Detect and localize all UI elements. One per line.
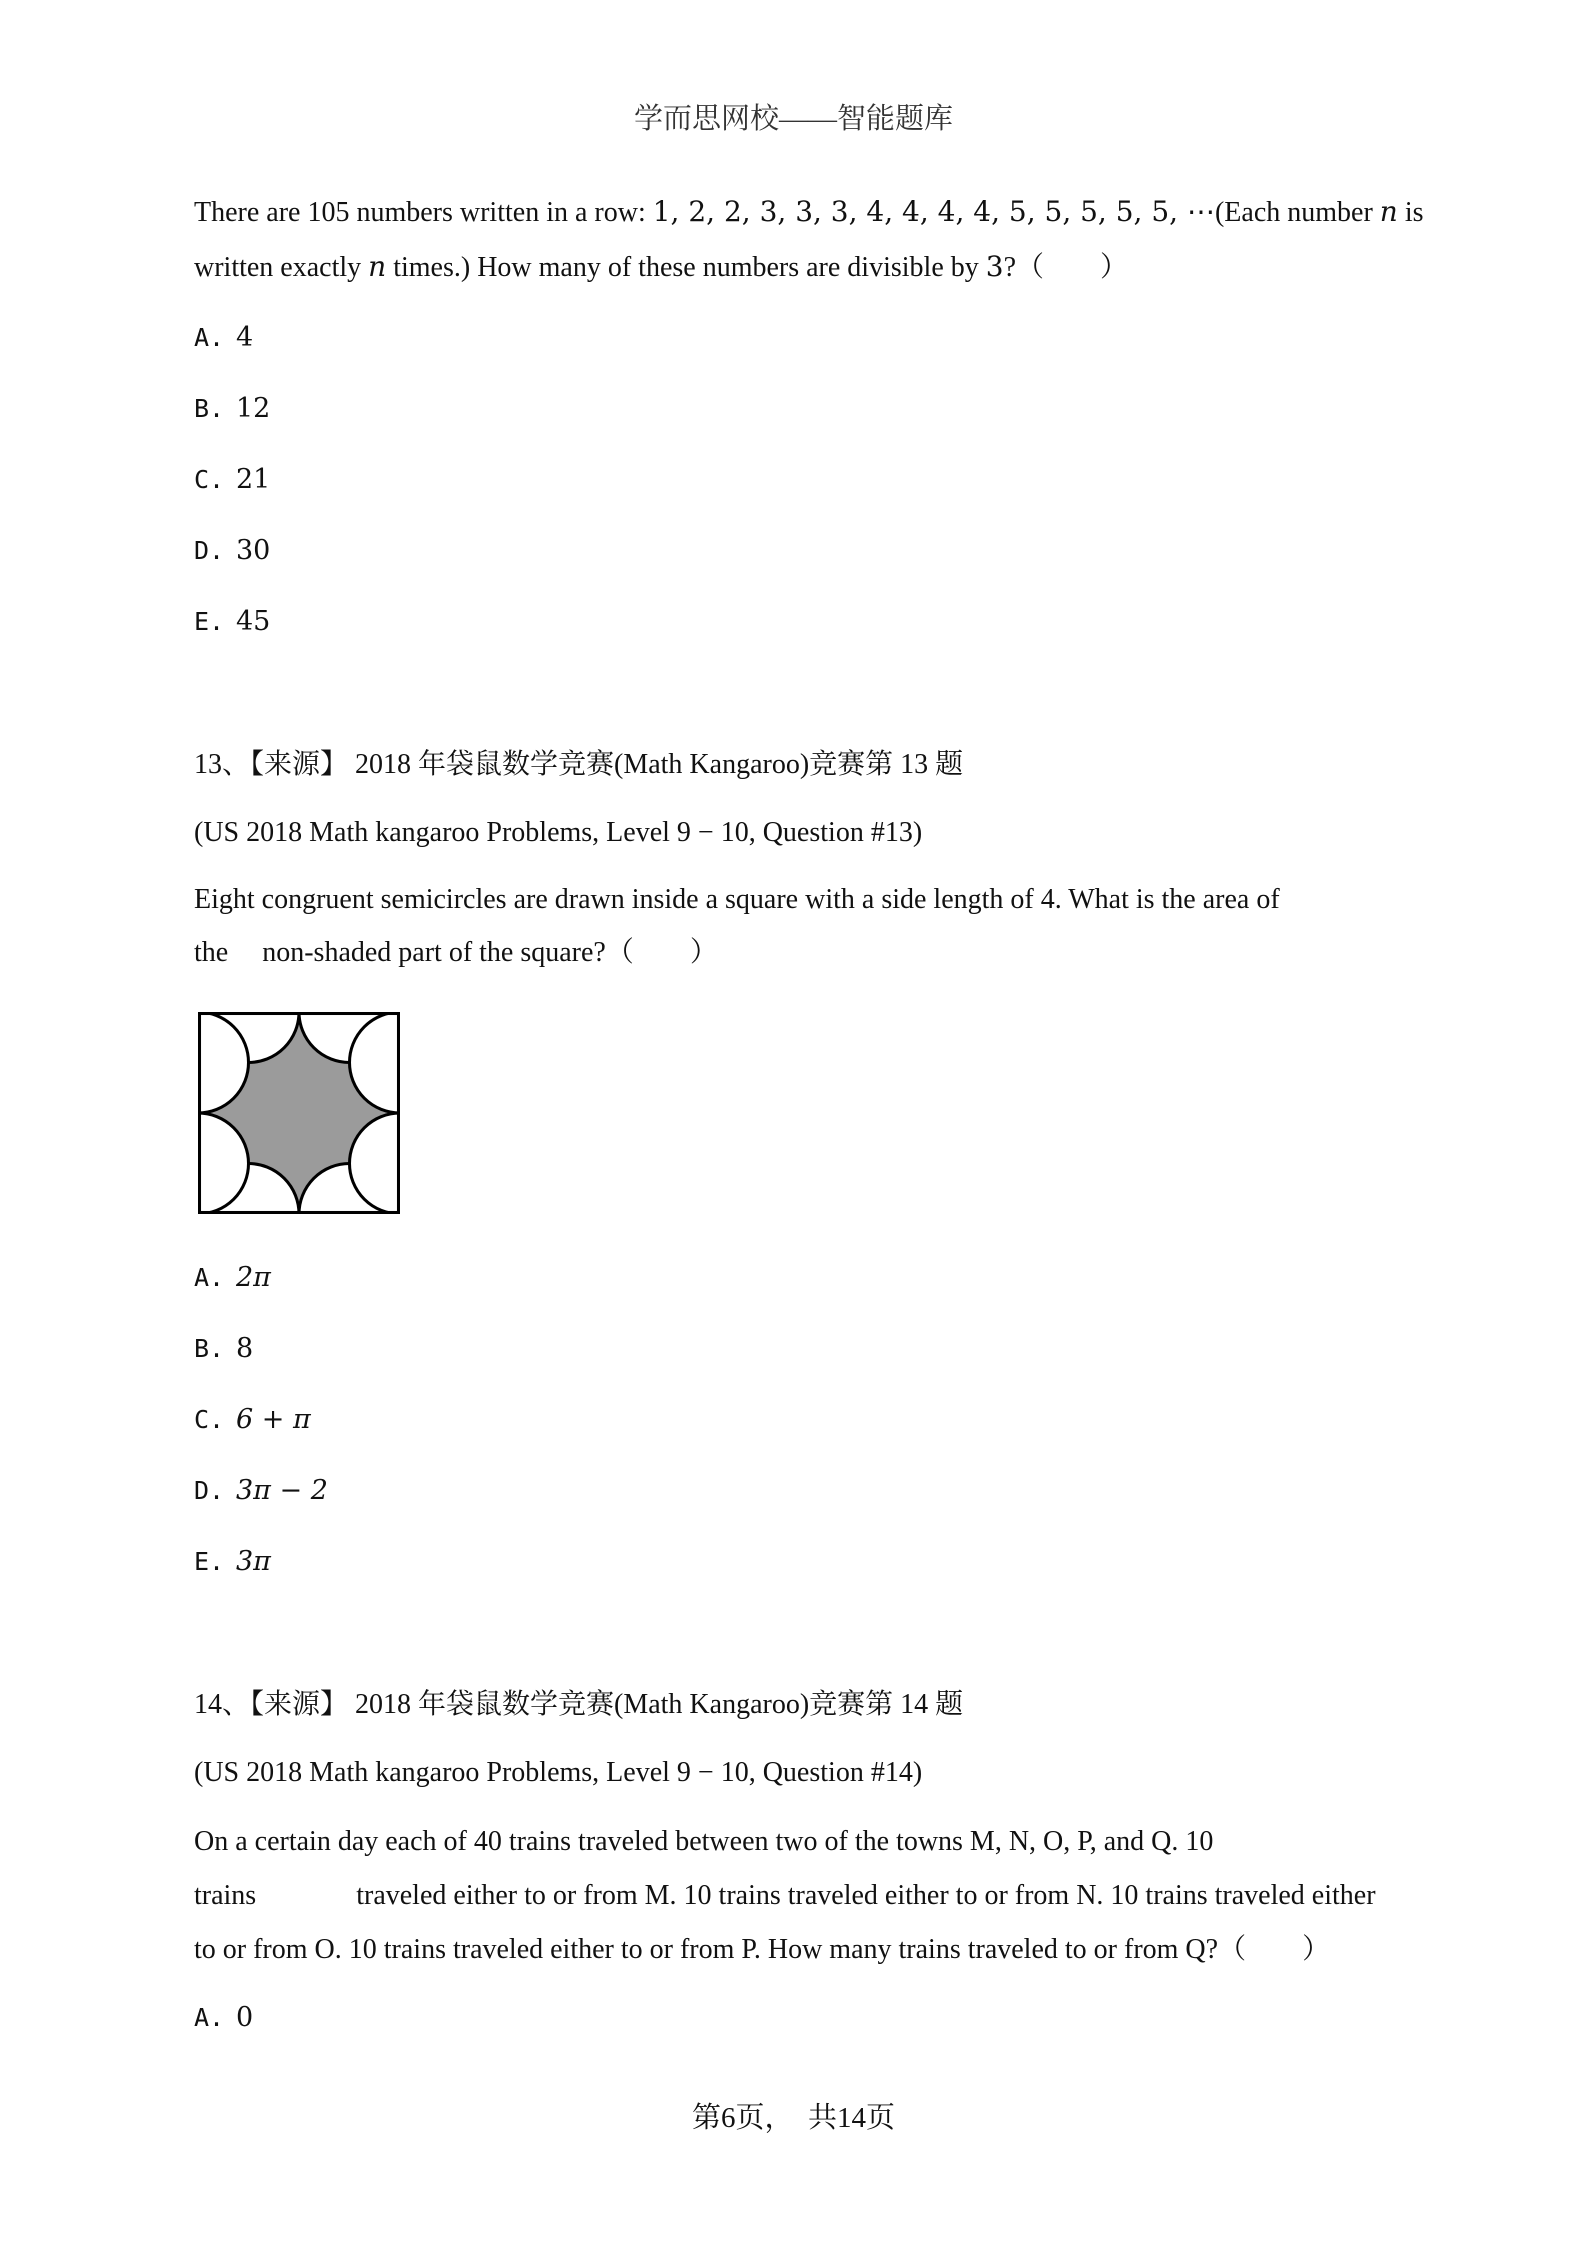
q13-text-line2 [194, 933, 718, 973]
q12-line1-end: is [1397, 197, 1424, 228]
option-value: 12 [236, 393, 271, 424]
page-header-title: 学而思网校——智能题库 [633, 103, 953, 135]
q14-line2-b: traveled either to or from M. 10 trains traveled either to or from N. 10 trains traveled either [356, 1880, 1376, 1911]
option-letter: D. [194, 536, 225, 565]
option-letter: A. [194, 1263, 225, 1292]
q14-source: 14、【来源】 2018 年袋鼠数学竞赛(Math Kangaroo)竞赛第 14 题 [194, 1689, 964, 1720]
option-letter: A. [194, 323, 225, 352]
option-value: 21 [236, 464, 271, 495]
option-letter: A. [194, 2003, 225, 2032]
q12-text-line2 [194, 247, 1128, 288]
q12-line1-post: (Each number [1214, 197, 1380, 228]
q12-var-n-2: n [368, 250, 387, 283]
q14-text-line3: to or from O. 10 trains traveled either to or from P. How many trains traveled to or from Q?（ ） [194, 1934, 1331, 1965]
q12-line2-pre: written exactly [194, 252, 369, 283]
q14-subsource: (US 2018 Math kangaroo Problems, Level 9 − 10, Question #14) [194, 1757, 923, 1788]
q13-line2-a: the [194, 937, 229, 968]
q12-option-e[interactable] [194, 606, 270, 637]
option-letter: B. [194, 1334, 225, 1363]
q12-var-n: n [1379, 195, 1398, 228]
q13-source: 13、【来源】 2018 年袋鼠数学竞赛(Math Kangaroo)竞赛第 13 题 [194, 749, 964, 780]
option-value: 4 [236, 322, 254, 353]
option-letter: B. [194, 394, 225, 423]
option-value: 2π [236, 1262, 271, 1293]
q13-option-b[interactable] [194, 1333, 253, 1364]
q12-option-c[interactable] [194, 464, 270, 495]
option-letter: E. [194, 1547, 225, 1576]
q14-text-line2 [194, 1876, 1376, 1916]
q13-option-a[interactable] [194, 1262, 271, 1293]
option-value: 0 [236, 2002, 254, 2033]
q13-text-line1: Eight congruent semicircles are drawn inside a square with a side length of 4. What is the area of [194, 884, 1280, 915]
q12-sequence: 1, 2, 2, 3, 3, 3, 4, 4, 4, 4, 5, 5, 5, 5, 5, ⋯ [652, 195, 1215, 228]
q12-line1-pre: There are 105 numbers written in a row: [194, 197, 653, 228]
q13-subsource: (US 2018 Math kangaroo Problems, Level 9 − 10, Question #13) [194, 817, 923, 848]
q14-text-line1: On a certain day each of 40 trains traveled between two of the towns M, N, O, P, and Q. 10 [194, 1826, 1214, 1857]
option-letter: D. [194, 1476, 225, 1505]
q12-three: 3 [985, 250, 1004, 283]
q12-line2-end: ?（ ） [1003, 252, 1129, 283]
q12-option-d[interactable] [194, 535, 270, 566]
option-value: 6 + π [236, 1404, 311, 1435]
semicircles-square-figure [198, 1012, 400, 1214]
page-footer-number: 第6页， 共14页 [691, 2102, 895, 2134]
option-value: 3π − 2 [236, 1475, 328, 1506]
option-value: 8 [236, 1333, 254, 1364]
q14-option-a[interactable] [194, 2002, 253, 2033]
q12-option-b[interactable] [194, 393, 270, 424]
q14-line2-a: trains [194, 1880, 257, 1911]
q13-option-c[interactable] [194, 1404, 311, 1435]
q13-line2-b: non-shaded part of the square?（ ） [262, 937, 718, 968]
q12-line2-mid: times.) How many of these numbers are divisible by [386, 252, 986, 283]
option-value: 45 [236, 606, 271, 637]
option-value: 30 [236, 535, 271, 566]
option-letter: E. [194, 607, 225, 636]
q12-option-a[interactable] [194, 322, 253, 353]
q13-option-d[interactable] [194, 1475, 328, 1506]
option-value: 3π [236, 1546, 271, 1577]
q13-option-e[interactable] [194, 1546, 271, 1577]
option-letter: C. [194, 465, 225, 494]
option-letter: C. [194, 1405, 225, 1434]
q12-text-line1 [194, 192, 1424, 233]
